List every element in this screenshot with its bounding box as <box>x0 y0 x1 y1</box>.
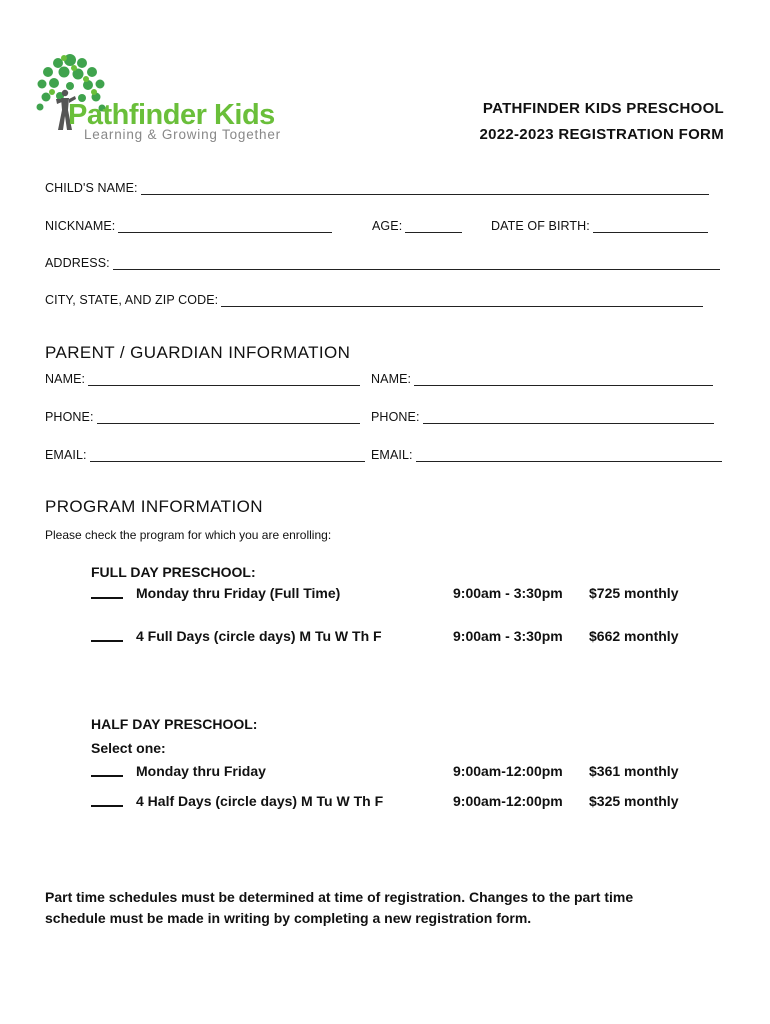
parent2-email-row <box>371 448 722 462</box>
age-label: AGE: <box>372 219 403 233</box>
parent1-phone-label: PHONE: <box>45 410 94 424</box>
parent1-email-field[interactable] <box>90 450 365 462</box>
parent2-phone-label: PHONE: <box>371 410 420 424</box>
nickname-label: NICKNAME: <box>45 219 116 233</box>
full-day-option-1-label: Monday thru Friday (Full Time) <box>136 585 341 601</box>
address-row <box>45 256 720 270</box>
parent1-email-row <box>45 448 365 462</box>
footer-note <box>45 887 745 929</box>
half-day-option-2-price: $325 monthly <box>589 793 679 809</box>
parent2-phone-row <box>371 410 714 424</box>
parent2-name-field[interactable] <box>414 374 713 386</box>
form-title-line2: 2022-2023 REGISTRATION FORM <box>479 126 724 143</box>
parent2-name-label: NAME: <box>371 372 412 386</box>
parent1-name-row <box>45 372 360 386</box>
half-day-option-2-checkbox[interactable] <box>91 793 123 807</box>
age-row <box>372 219 462 233</box>
parent1-phone-field[interactable] <box>97 412 360 424</box>
half-day-option-1-label: Monday thru Friday <box>136 763 266 779</box>
dob-row <box>491 219 708 233</box>
half-day-option-1-time: 9:00am-12:00pm <box>453 763 563 779</box>
parent2-phone-field[interactable] <box>423 412 714 424</box>
half-day-subheading: Select one: <box>91 740 166 756</box>
half-day-option-1-checkbox[interactable] <box>91 763 123 777</box>
full-day-option-1 <box>91 585 711 602</box>
parent1-name-label: NAME: <box>45 372 86 386</box>
nickname-row <box>45 219 332 233</box>
half-day-option-1 <box>91 763 711 780</box>
full-day-option-2 <box>91 628 711 645</box>
parent2-name-row <box>371 372 713 386</box>
half-day-option-2-label: 4 Half Days (circle days) M Tu W Th F <box>136 793 384 809</box>
full-day-heading: FULL DAY PRESCHOOL: <box>91 564 256 580</box>
full-day-option-1-time: 9:00am - 3:30pm <box>453 585 563 601</box>
city-label: CITY, STATE, AND ZIP CODE: <box>45 293 219 307</box>
parent1-phone-row <box>45 410 360 424</box>
address-label: ADDRESS: <box>45 256 110 270</box>
child-name-field[interactable] <box>141 183 709 195</box>
program-instruction: Please check the program for which you are enrolling: <box>45 528 332 542</box>
child-name-label: CHILD'S NAME: <box>45 181 138 195</box>
footer-note-line2: schedule must be made in writing by completing a new registration form. <box>45 910 532 926</box>
dob-field[interactable] <box>593 221 708 233</box>
full-day-option-2-time: 9:00am - 3:30pm <box>453 628 563 644</box>
city-field[interactable] <box>221 295 703 307</box>
parent2-email-field[interactable] <box>416 450 722 462</box>
half-day-option-2-time: 9:00am-12:00pm <box>453 793 563 809</box>
parent2-email-label: EMAIL: <box>371 448 413 462</box>
nickname-field[interactable] <box>118 221 332 233</box>
half-day-heading: HALF DAY PRESCHOOL: <box>91 716 258 732</box>
logo <box>34 52 314 147</box>
logo-brand: Pathfinder Kids <box>68 99 275 131</box>
full-day-option-2-label: 4 Full Days (circle days) M Tu W Th F <box>136 628 382 644</box>
address-field[interactable] <box>113 258 720 270</box>
parent-heading: PARENT / GUARDIAN INFORMATION <box>45 343 351 362</box>
footer-note-line1: Part time schedules must be determined at time of registration. Changes to the part time <box>45 889 634 905</box>
parent1-name-field[interactable] <box>88 374 360 386</box>
parent1-email-label: EMAIL: <box>45 448 87 462</box>
full-day-option-1-checkbox[interactable] <box>91 585 123 599</box>
full-day-option-2-checkbox[interactable] <box>91 628 123 642</box>
dob-label: DATE OF BIRTH: <box>491 219 590 233</box>
child-name-row <box>45 181 709 195</box>
program-heading: PROGRAM INFORMATION <box>45 497 263 516</box>
full-day-option-1-price: $725 monthly <box>589 585 679 601</box>
half-day-option-2 <box>91 793 711 810</box>
form-title-line1: PATHFINDER KIDS PRESCHOOL <box>482 100 724 117</box>
city-row <box>45 293 703 307</box>
age-field[interactable] <box>405 221 462 233</box>
full-day-option-2-price: $662 monthly <box>589 628 679 644</box>
half-day-option-1-price: $361 monthly <box>589 763 679 779</box>
logo-tagline: Learning & Growing Together <box>84 127 281 142</box>
